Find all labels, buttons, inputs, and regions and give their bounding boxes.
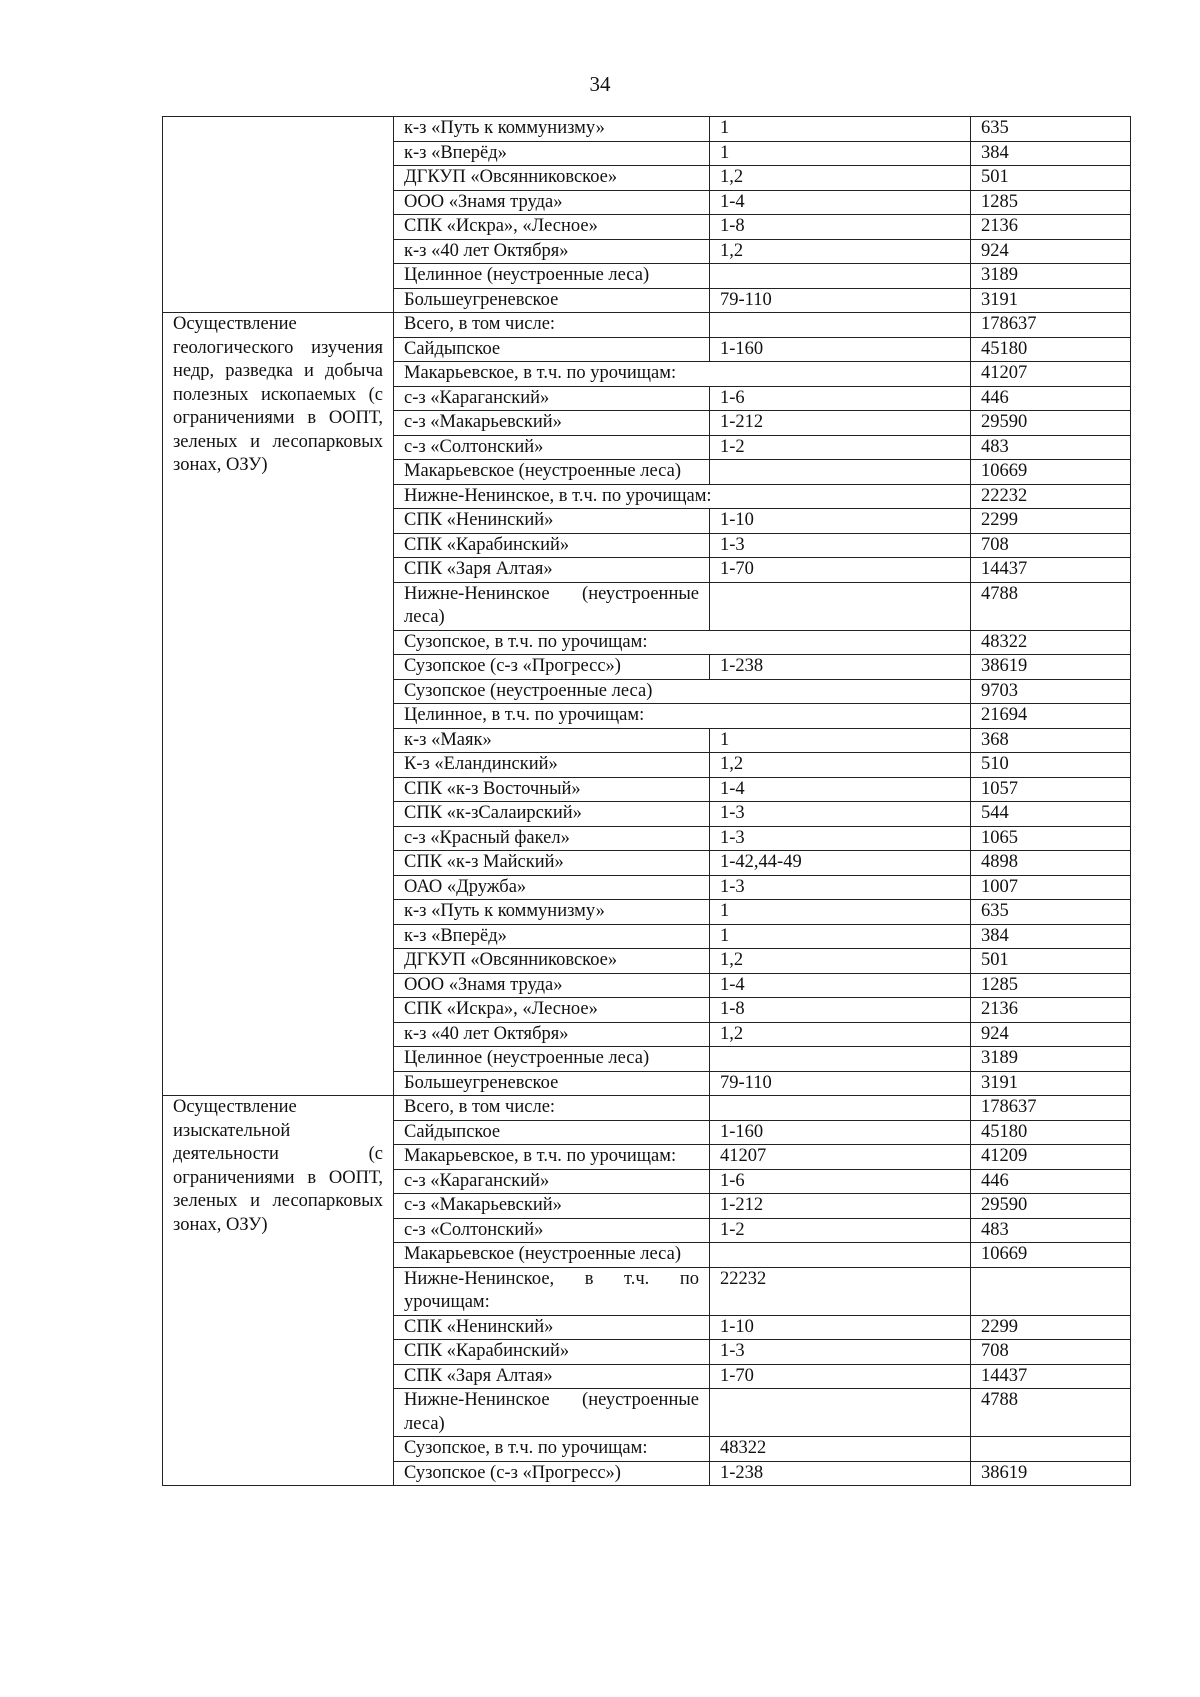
tract-name-cell: СПК «Ненинский» bbox=[394, 509, 710, 534]
tract-name-cell: Сайдыпское bbox=[394, 337, 710, 362]
quarters-cell: 1,2 bbox=[710, 1022, 971, 1047]
area-cell: 510 bbox=[971, 753, 1131, 778]
quarters-cell: 1-3 bbox=[710, 1340, 971, 1365]
tract-name-cell: СПК «Искра», «Лесное» bbox=[394, 215, 710, 240]
area-cell: 45180 bbox=[971, 1120, 1131, 1145]
tract-name-cell: Макарьевское (неустроенные леса) bbox=[394, 460, 710, 485]
tract-name-cell: ДГКУП «Овсянниковское» bbox=[394, 166, 710, 191]
quarters-cell: 41207 bbox=[710, 1145, 971, 1170]
area-cell: 368 bbox=[971, 728, 1131, 753]
quarters-cell: 1-6 bbox=[710, 386, 971, 411]
tract-name-cell: ООО «Знамя труда» bbox=[394, 973, 710, 998]
quarters-cell: 1-3 bbox=[710, 826, 971, 851]
tract-name-cell: СПК «Карабинский» bbox=[394, 1340, 710, 1365]
tract-name-cell: к-з «Вперёд» bbox=[394, 141, 710, 166]
page-number: 34 bbox=[589, 72, 611, 96]
quarters-cell: 1-10 bbox=[710, 1315, 971, 1340]
tract-name-cell: Сайдыпское bbox=[394, 1120, 710, 1145]
area-cell: 2136 bbox=[971, 998, 1131, 1023]
area-cell: 924 bbox=[971, 239, 1131, 264]
tract-name-cell: Макарьевское, в т.ч. по урочищам: bbox=[394, 1145, 710, 1170]
tract-name-cell: Нижне-Ненинское, в т.ч. по урочищам: bbox=[394, 484, 971, 509]
quarters-cell bbox=[710, 582, 971, 630]
area-cell: 10669 bbox=[971, 460, 1131, 485]
quarters-cell: 1-2 bbox=[710, 435, 971, 460]
quarters-cell: 1 bbox=[710, 728, 971, 753]
area-cell: 1285 bbox=[971, 190, 1131, 215]
tract-name-cell: Сузопское, в т.ч. по урочищам: bbox=[394, 1437, 710, 1462]
tract-name-cell: Всего, в том числе: bbox=[394, 1096, 710, 1121]
tract-name-cell: с-з «Макарьевский» bbox=[394, 1194, 710, 1219]
area-cell: 3189 bbox=[971, 1047, 1131, 1072]
tract-name-cell: СПК «к-з Восточный» bbox=[394, 777, 710, 802]
quarters-cell: 1-4 bbox=[710, 190, 971, 215]
area-cell: 384 bbox=[971, 141, 1131, 166]
tract-name-cell: с-з «Караганский» bbox=[394, 386, 710, 411]
area-cell: 708 bbox=[971, 533, 1131, 558]
area-cell: 501 bbox=[971, 166, 1131, 191]
quarters-cell bbox=[710, 1243, 971, 1268]
area-cell: 3191 bbox=[971, 288, 1131, 313]
quarters-cell: 1,2 bbox=[710, 239, 971, 264]
tract-name-cell: СПК «Заря Алтая» bbox=[394, 1364, 710, 1389]
quarters-cell: 1-10 bbox=[710, 509, 971, 534]
area-cell: 3191 bbox=[971, 1071, 1131, 1096]
quarters-cell bbox=[710, 460, 971, 485]
table-row bbox=[163, 1096, 1131, 1121]
tract-name-cell: к-з «Маяк» bbox=[394, 728, 710, 753]
quarters-cell bbox=[710, 1047, 971, 1072]
quarters-cell: 1-42,44-49 bbox=[710, 851, 971, 876]
area-cell: 41209 bbox=[971, 1145, 1131, 1170]
quarters-cell: 1-70 bbox=[710, 1364, 971, 1389]
quarters-cell: 1-238 bbox=[710, 1461, 971, 1486]
area-cell: 446 bbox=[971, 1169, 1131, 1194]
tract-name-cell: к-з «Вперёд» bbox=[394, 924, 710, 949]
tract-name-cell: к-з «40 лет Октября» bbox=[394, 1022, 710, 1047]
area-cell: 1065 bbox=[971, 826, 1131, 851]
area-cell: 3189 bbox=[971, 264, 1131, 289]
area-cell: 708 bbox=[971, 1340, 1131, 1365]
area-cell: 29590 bbox=[971, 1194, 1131, 1219]
area-cell: 635 bbox=[971, 900, 1131, 925]
tract-name-cell: Целинное (неустроенные леса) bbox=[394, 1047, 710, 1072]
area-cell bbox=[971, 1437, 1131, 1462]
area-cell: 2299 bbox=[971, 509, 1131, 534]
area-cell: 4788 bbox=[971, 582, 1131, 630]
tract-name-cell: СПК «Карабинский» bbox=[394, 533, 710, 558]
quarters-cell bbox=[710, 313, 971, 338]
tract-name-cell: Целинное (неустроенные леса) bbox=[394, 264, 710, 289]
quarters-cell: 1-70 bbox=[710, 558, 971, 583]
area-cell: 48322 bbox=[971, 630, 1131, 655]
area-cell: 544 bbox=[971, 802, 1131, 827]
area-cell: 1007 bbox=[971, 875, 1131, 900]
quarters-cell: 1-212 bbox=[710, 411, 971, 436]
area-cell: 446 bbox=[971, 386, 1131, 411]
tract-name-cell: Большеугреневское bbox=[394, 1071, 710, 1096]
tract-name-cell: с-з «Макарьевский» bbox=[394, 411, 710, 436]
area-cell: 483 bbox=[971, 1218, 1131, 1243]
area-cell: 924 bbox=[971, 1022, 1131, 1047]
tract-name-cell: СПК «к-зСалаирский» bbox=[394, 802, 710, 827]
tract-name-cell: с-з «Караганский» bbox=[394, 1169, 710, 1194]
area-cell: 22232 bbox=[971, 484, 1131, 509]
tract-name-cell: СПК «Искра», «Лесное» bbox=[394, 998, 710, 1023]
quarters-cell: 1-4 bbox=[710, 777, 971, 802]
area-cell: 178637 bbox=[971, 1096, 1131, 1121]
area-cell: 10669 bbox=[971, 1243, 1131, 1268]
quarters-cell: 1-160 bbox=[710, 1120, 971, 1145]
area-cell: 384 bbox=[971, 924, 1131, 949]
tract-name-cell: К-з «Еландинский» bbox=[394, 753, 710, 778]
area-cell: 41207 bbox=[971, 362, 1131, 387]
tract-name-cell: Сузопское (неустроенные леса) bbox=[394, 679, 971, 704]
quarters-cell: 1-8 bbox=[710, 998, 971, 1023]
table-row bbox=[163, 313, 1131, 338]
tract-name-cell: СПК «к-з Майский» bbox=[394, 851, 710, 876]
area-cell: 21694 bbox=[971, 704, 1131, 729]
tract-name-cell: Сузопское (с-з «Прогресс») bbox=[394, 1461, 710, 1486]
area-cell: 4898 bbox=[971, 851, 1131, 876]
area-cell: 38619 bbox=[971, 1461, 1131, 1486]
quarters-cell: 1 bbox=[710, 117, 971, 142]
quarters-cell: 1-4 bbox=[710, 973, 971, 998]
tract-name-cell: к-з «Путь к коммунизму» bbox=[394, 900, 710, 925]
quarters-cell: 1-160 bbox=[710, 337, 971, 362]
tract-name-cell: ОАО «Дружба» bbox=[394, 875, 710, 900]
quarters-cell: 1-3 bbox=[710, 533, 971, 558]
area-cell: 29590 bbox=[971, 411, 1131, 436]
area-cell: 2299 bbox=[971, 1315, 1131, 1340]
forest-use-table bbox=[162, 116, 1131, 1486]
tract-name-cell: к-з «40 лет Октября» bbox=[394, 239, 710, 264]
area-cell: 178637 bbox=[971, 313, 1131, 338]
tract-name-cell: Макарьевское (неустроенные леса) bbox=[394, 1243, 710, 1268]
tract-name-cell: Нижне-Ненинское (неустроенные леса) bbox=[394, 582, 710, 630]
tract-name-cell: Сузопское, в т.ч. по урочищам: bbox=[394, 630, 971, 655]
tract-name-cell: к-з «Путь к коммунизму» bbox=[394, 117, 710, 142]
tract-name-cell: Целинное, в т.ч. по урочищам: bbox=[394, 704, 971, 729]
area-cell bbox=[971, 1267, 1131, 1315]
area-cell: 14437 bbox=[971, 558, 1131, 583]
area-cell: 45180 bbox=[971, 337, 1131, 362]
area-cell: 483 bbox=[971, 435, 1131, 460]
quarters-cell: 1-238 bbox=[710, 655, 971, 680]
tract-name-cell: Нижне-Ненинское, в т.ч. по урочищам: bbox=[394, 1267, 710, 1315]
quarters-cell: 1,2 bbox=[710, 166, 971, 191]
tract-name-cell: Нижне-Ненинское (неустроенные леса) bbox=[394, 1389, 710, 1437]
area-cell: 14437 bbox=[971, 1364, 1131, 1389]
tract-name-cell: с-з «Солтонский» bbox=[394, 435, 710, 460]
quarters-cell: 1-2 bbox=[710, 1218, 971, 1243]
area-cell: 1057 bbox=[971, 777, 1131, 802]
quarters-cell bbox=[710, 1389, 971, 1437]
area-cell: 38619 bbox=[971, 655, 1131, 680]
quarters-cell: 22232 bbox=[710, 1267, 971, 1315]
tract-name-cell: Всего, в том числе: bbox=[394, 313, 710, 338]
quarters-cell: 1 bbox=[710, 900, 971, 925]
quarters-cell: 79-110 bbox=[710, 288, 971, 313]
quarters-cell: 1 bbox=[710, 924, 971, 949]
quarters-cell: 1-8 bbox=[710, 215, 971, 240]
area-cell: 9703 bbox=[971, 679, 1131, 704]
quarters-cell: 1,2 bbox=[710, 949, 971, 974]
purpose-cell: Осуществление геологического изучения недр, разведка и добыча полезных ископаемых (с ограничениями в ООПТ, зеленых и лесопарковых зонах, ОЗУ) bbox=[163, 313, 394, 1096]
quarters-cell bbox=[710, 1096, 971, 1121]
tract-name-cell: с-з «Красный факел» bbox=[394, 826, 710, 851]
quarters-cell: 1 bbox=[710, 141, 971, 166]
quarters-cell: 1-6 bbox=[710, 1169, 971, 1194]
purpose-cell bbox=[163, 117, 394, 313]
tract-name-cell: Большеугреневское bbox=[394, 288, 710, 313]
area-cell: 501 bbox=[971, 949, 1131, 974]
tract-name-cell: ООО «Знамя труда» bbox=[394, 190, 710, 215]
tract-name-cell: Макарьевское, в т.ч. по урочищам: bbox=[394, 362, 971, 387]
quarters-cell bbox=[710, 264, 971, 289]
purpose-cell: Осуществление изыскательной деятельности (с ограничениями в ООПТ, зеленых и лесопарковых зонах, ОЗУ) bbox=[163, 1096, 394, 1486]
tract-name-cell: СПК «Заря Алтая» bbox=[394, 558, 710, 583]
area-cell: 635 bbox=[971, 117, 1131, 142]
area-cell: 4788 bbox=[971, 1389, 1131, 1437]
quarters-cell: 1-212 bbox=[710, 1194, 971, 1219]
area-cell: 1285 bbox=[971, 973, 1131, 998]
tract-name-cell: СПК «Ненинский» bbox=[394, 1315, 710, 1340]
quarters-cell: 48322 bbox=[710, 1437, 971, 1462]
quarters-cell: 1-3 bbox=[710, 802, 971, 827]
quarters-cell: 79-110 bbox=[710, 1071, 971, 1096]
tract-name-cell: ДГКУП «Овсянниковское» bbox=[394, 949, 710, 974]
table-row bbox=[163, 117, 1131, 142]
tract-name-cell: с-з «Солтонский» bbox=[394, 1218, 710, 1243]
quarters-cell: 1,2 bbox=[710, 753, 971, 778]
tract-name-cell: Сузопское (с-з «Прогресс») bbox=[394, 655, 710, 680]
area-cell: 2136 bbox=[971, 215, 1131, 240]
quarters-cell: 1-3 bbox=[710, 875, 971, 900]
